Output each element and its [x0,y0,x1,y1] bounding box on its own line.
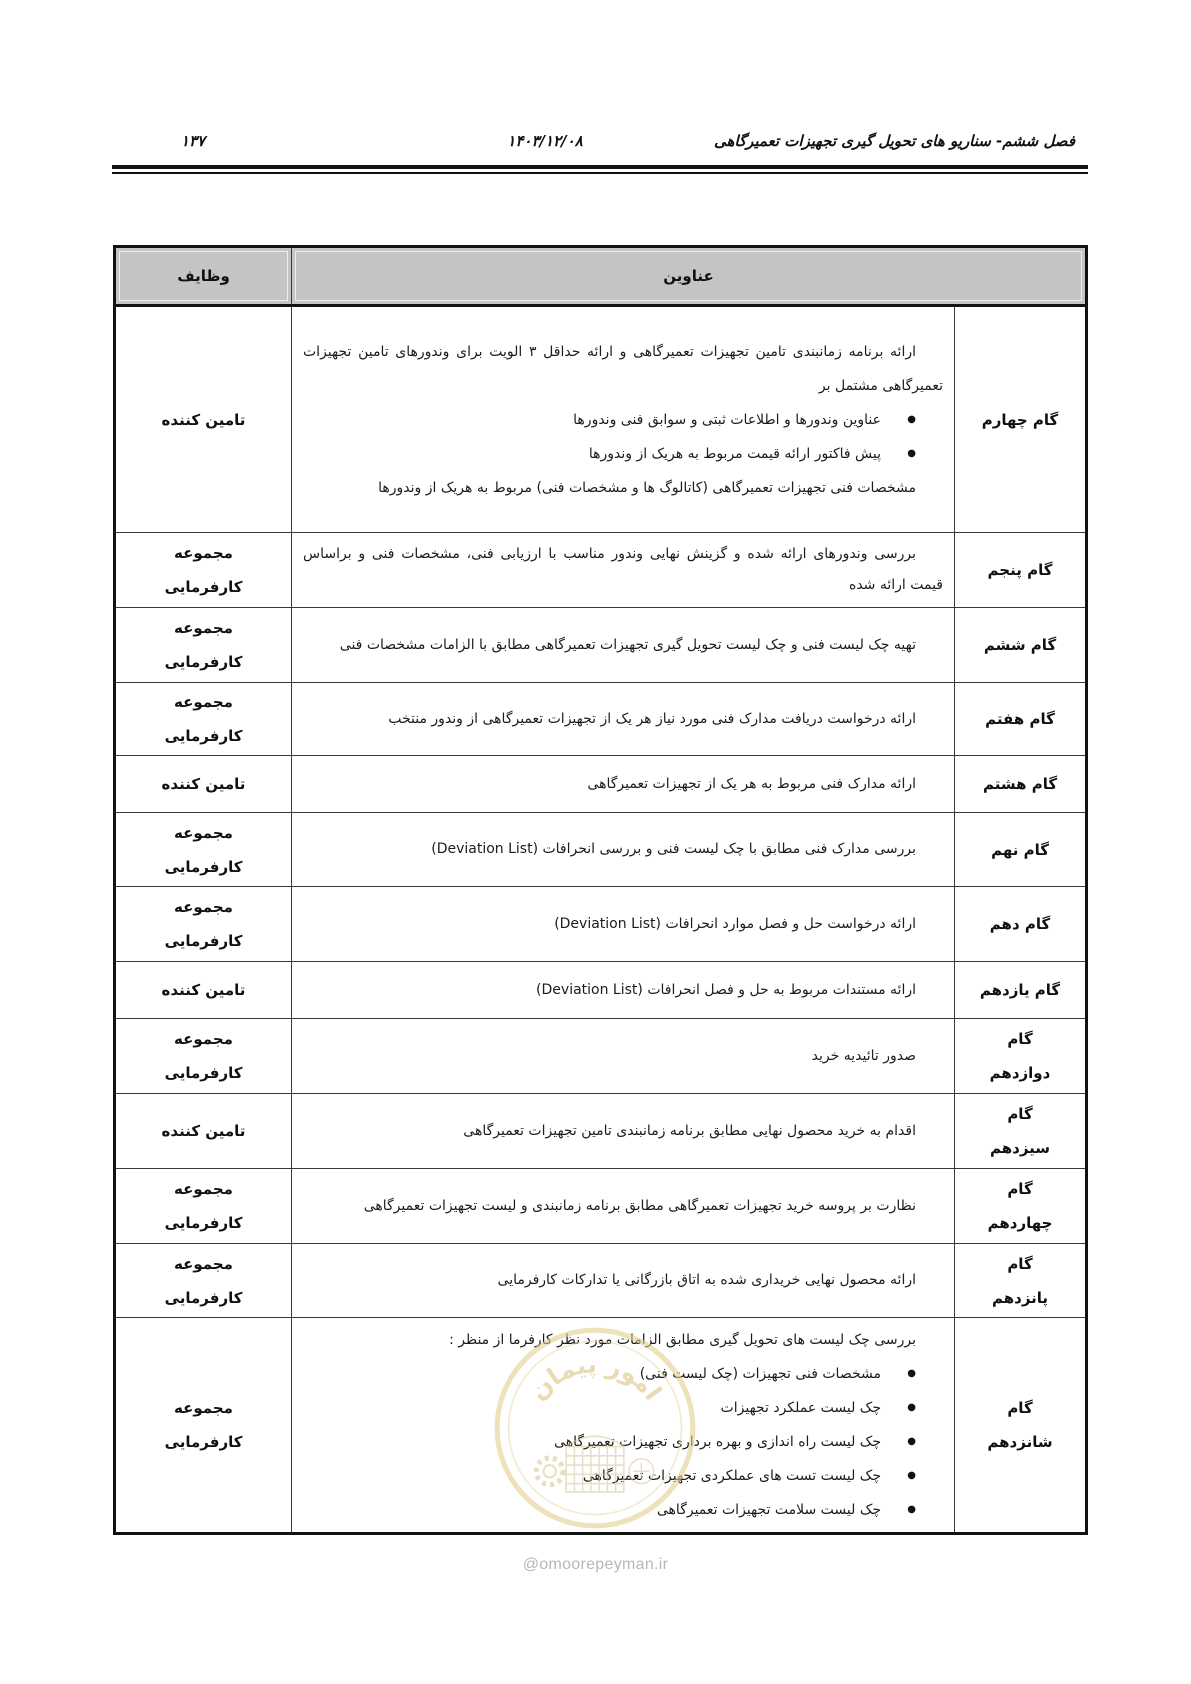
list-item [303,1493,943,1527]
bullet-list [303,1357,943,1527]
step-description-cell [292,1019,955,1094]
table-row [115,1318,1087,1534]
step-description-cell [292,533,955,608]
table-row [115,1094,1087,1169]
bullet-dot-icon: ● [907,1368,916,1379]
duty-cell [115,1094,292,1169]
page-number: ۱۳۷ [180,132,206,150]
header-rule-thick [112,165,1088,169]
table-row [115,1169,1087,1244]
duty-label: مجموعه کارفرمایی [164,898,243,950]
list-item-text: چک لیست عملکرد تجهیزات [720,1400,881,1416]
step-label: گام نهم [991,840,1049,859]
step-description: ارائه مستندات مربوط به حل و فصل انحرافات (Deviation List) [536,981,916,998]
step-label: گام چهاردهم [987,1180,1053,1232]
duty-cell [115,962,292,1019]
duty-label: مجموعه کارفرمایی [164,693,243,745]
step-cell [955,756,1087,813]
duty-cell [115,306,292,533]
duty-label: تامین کننده [161,775,246,793]
table-header-row [115,247,1087,306]
step-description-cell [292,608,955,683]
watermark-site-text: @omoorepeyman.ir [522,1556,669,1573]
duty-cell [115,813,292,887]
list-item-text: مشخصات فنی تجهیزات (چک لیست فنی) [639,1366,881,1382]
bullet-dot-icon: ● [907,1436,916,1447]
step-description-cell [292,1244,955,1318]
list-item [303,437,943,471]
step-cell [955,813,1087,887]
step-label: گام چهارم [981,410,1059,429]
list-item [303,1391,943,1425]
duty-label: تامین کننده [161,981,246,999]
list-item [303,1425,943,1459]
step-description: بررسی مدارک فنی مطابق با چک لیست فنی و بررسی انحرافات (Deviation List) [431,841,916,857]
list-item-text: چک لیست راه اندازی و بهره برداری تجهیزات تعمیرگاهی [554,1434,881,1450]
step-description: بررسی چک لیست های تحویل گیری مطابق الزامات مورد نظر کارفرما از منظر : [449,1332,916,1348]
header-date: ۱۴۰۳/۱۲/۰۸ [507,132,583,150]
table-row [115,756,1087,813]
bullet-dot-icon: ● [907,413,916,425]
list-item-text: پیش فاکتور ارائه قیمت مربوط به هریک از وندورها [588,445,881,462]
bullet-dot-icon: ● [907,1504,916,1515]
step-label: گام هفتم [985,710,1055,728]
steps-table [113,245,1088,1535]
bullet-dot-icon: ● [907,1402,916,1413]
step-description: ارائه محصول نهایی خریداری شده به اتاق بازرگانی یا تدارکات کارفرمایی [497,1272,916,1288]
table-row [115,533,1087,608]
step-cell [955,683,1087,756]
duty-label: مجموعه کارفرمایی [164,1254,243,1307]
duty-cell [115,887,292,962]
step-description-cell [292,683,955,756]
duty-cell [115,1318,292,1534]
duty-label: تامین کننده [161,1122,246,1140]
list-item [303,403,943,437]
step-cell [955,887,1087,962]
duty-label: مجموعه کارفرمایی [164,619,243,671]
chapter-title: فصل ششم- سناریو های تحویل گیری تجهیزات تعمیرگاهی [713,132,1075,150]
duty-cell [115,683,292,756]
list-item-text: چک لیست تست های عملکردی تجهیزات تعمیرگاهی [582,1468,881,1484]
step-description-cell [292,306,955,533]
list-item [303,1357,943,1391]
duty-label: مجموعه کارفرمایی [164,823,243,876]
step-label: گام سیزدهم [989,1105,1051,1157]
step-description-cell [292,887,955,962]
step-cell [955,1318,1087,1534]
duty-cell [115,1169,292,1244]
step-description: بررسی وندورهای ارائه شده و گزینش نهایی وندور مناسب با ارزیابی فنی، مشخصات فنی و براساس قیمت ارائه شده [303,546,943,593]
table-row [115,608,1087,683]
duty-cell [115,1019,292,1094]
duty-cell [115,608,292,683]
step-description-cell [292,962,955,1019]
step-cell [955,962,1087,1019]
bullet-dot-icon: ● [907,1470,916,1481]
step-cell [955,306,1087,533]
duty-label: مجموعه کارفرمایی [164,544,243,596]
step-description-cell [292,1169,955,1244]
step-label: گام یازدهم [979,981,1061,999]
step-description-cell [292,1318,955,1534]
step-cell [955,1094,1087,1169]
step-label: گام دهم [989,915,1051,933]
step-description: ارائه برنامه زمانبندی تامین تجهیزات تعمیرگاهی و ارائه حداقل ۳ الویت برای وندورهای تامین تجهیزات تعمیرگاهی مشتمل بر [303,343,943,394]
step-description: ارائه درخواست دریافت مدارک فنی مورد نیاز هر یک از تجهیزات تعمیرگاهی از وندور منتخب [388,710,916,727]
step-description: صدور تائیدیه خرید [811,1047,916,1064]
duty-cell [115,533,292,608]
table-row [115,962,1087,1019]
list-item-text: چک لیست سلامت تجهیزات تعمیرگاهی [656,1502,881,1518]
list-item-text: عناوین وندورها و اطلاعات ثبتی و سوابق فنی وندورها [573,411,881,428]
column-header-duties: وظایف [115,247,292,306]
duty-label: تامین کننده [161,410,246,429]
duty-cell [115,756,292,813]
table-row [115,1019,1087,1094]
duty-label: مجموعه کارفرمایی [164,1030,243,1082]
seal-logo-text: امور پیمان [523,1349,668,1406]
step-label: گام دوازدهم [989,1030,1051,1082]
step-description-cell [292,813,955,887]
column-header-titles: عناوین [292,247,1087,306]
step-description: ارائه درخواست حل و فصل موارد انحرافات (Deviation List) [554,915,916,932]
bullet-list [303,403,943,471]
step-label: گام ششم [983,636,1057,654]
step-cell [955,1169,1087,1244]
step-label: گام هشتم [982,775,1058,793]
step-description-continued: مشخصات فنی تجهیزات تعمیرگاهی (کاتالوگ ها و مشخصات فنی) مربوط به هریک از وندورها [378,479,916,496]
step-label: گام شانزدهم [987,1399,1053,1451]
list-item [303,1459,943,1493]
step-description-cell [292,756,955,813]
step-cell [955,1244,1087,1318]
step-label: گام پنجم [987,561,1053,579]
step-cell [955,608,1087,683]
step-cell [955,1019,1087,1094]
duty-label: مجموعه کارفرمایی [164,1399,243,1451]
table-row [115,683,1087,756]
step-description: نظارت بر پروسه خرید تجهیزات تعمیرگاهی مطابق برنامه زمانبندی و لیست تجهیزات تعمیرگاهی [363,1197,916,1214]
header-rule-thin [112,172,1088,174]
table-row [115,813,1087,887]
bullet-dot-icon: ● [907,447,916,459]
step-description: اقدام به خرید محصول نهایی مطابق برنامه زمانبندی تامین تجهیزات تعمیرگاهی [463,1122,916,1139]
step-label: گام پانزدهم [991,1254,1049,1307]
step-cell [955,533,1087,608]
table-row [115,887,1087,962]
step-description: تهیه چک لیست فنی و چک لیست تحویل گیری تجهیزات تعمیرگاهی مطابق با الزامات مشخصات فنی [339,636,916,653]
duty-cell [115,1244,292,1318]
table-row [115,306,1087,533]
step-description-cell [292,1094,955,1169]
step-description: ارائه مدارک فنی مربوط به هر یک از تجهیزات تعمیرگاهی [587,775,916,792]
table-row [115,1244,1087,1318]
duty-label: مجموعه کارفرمایی [164,1180,243,1232]
